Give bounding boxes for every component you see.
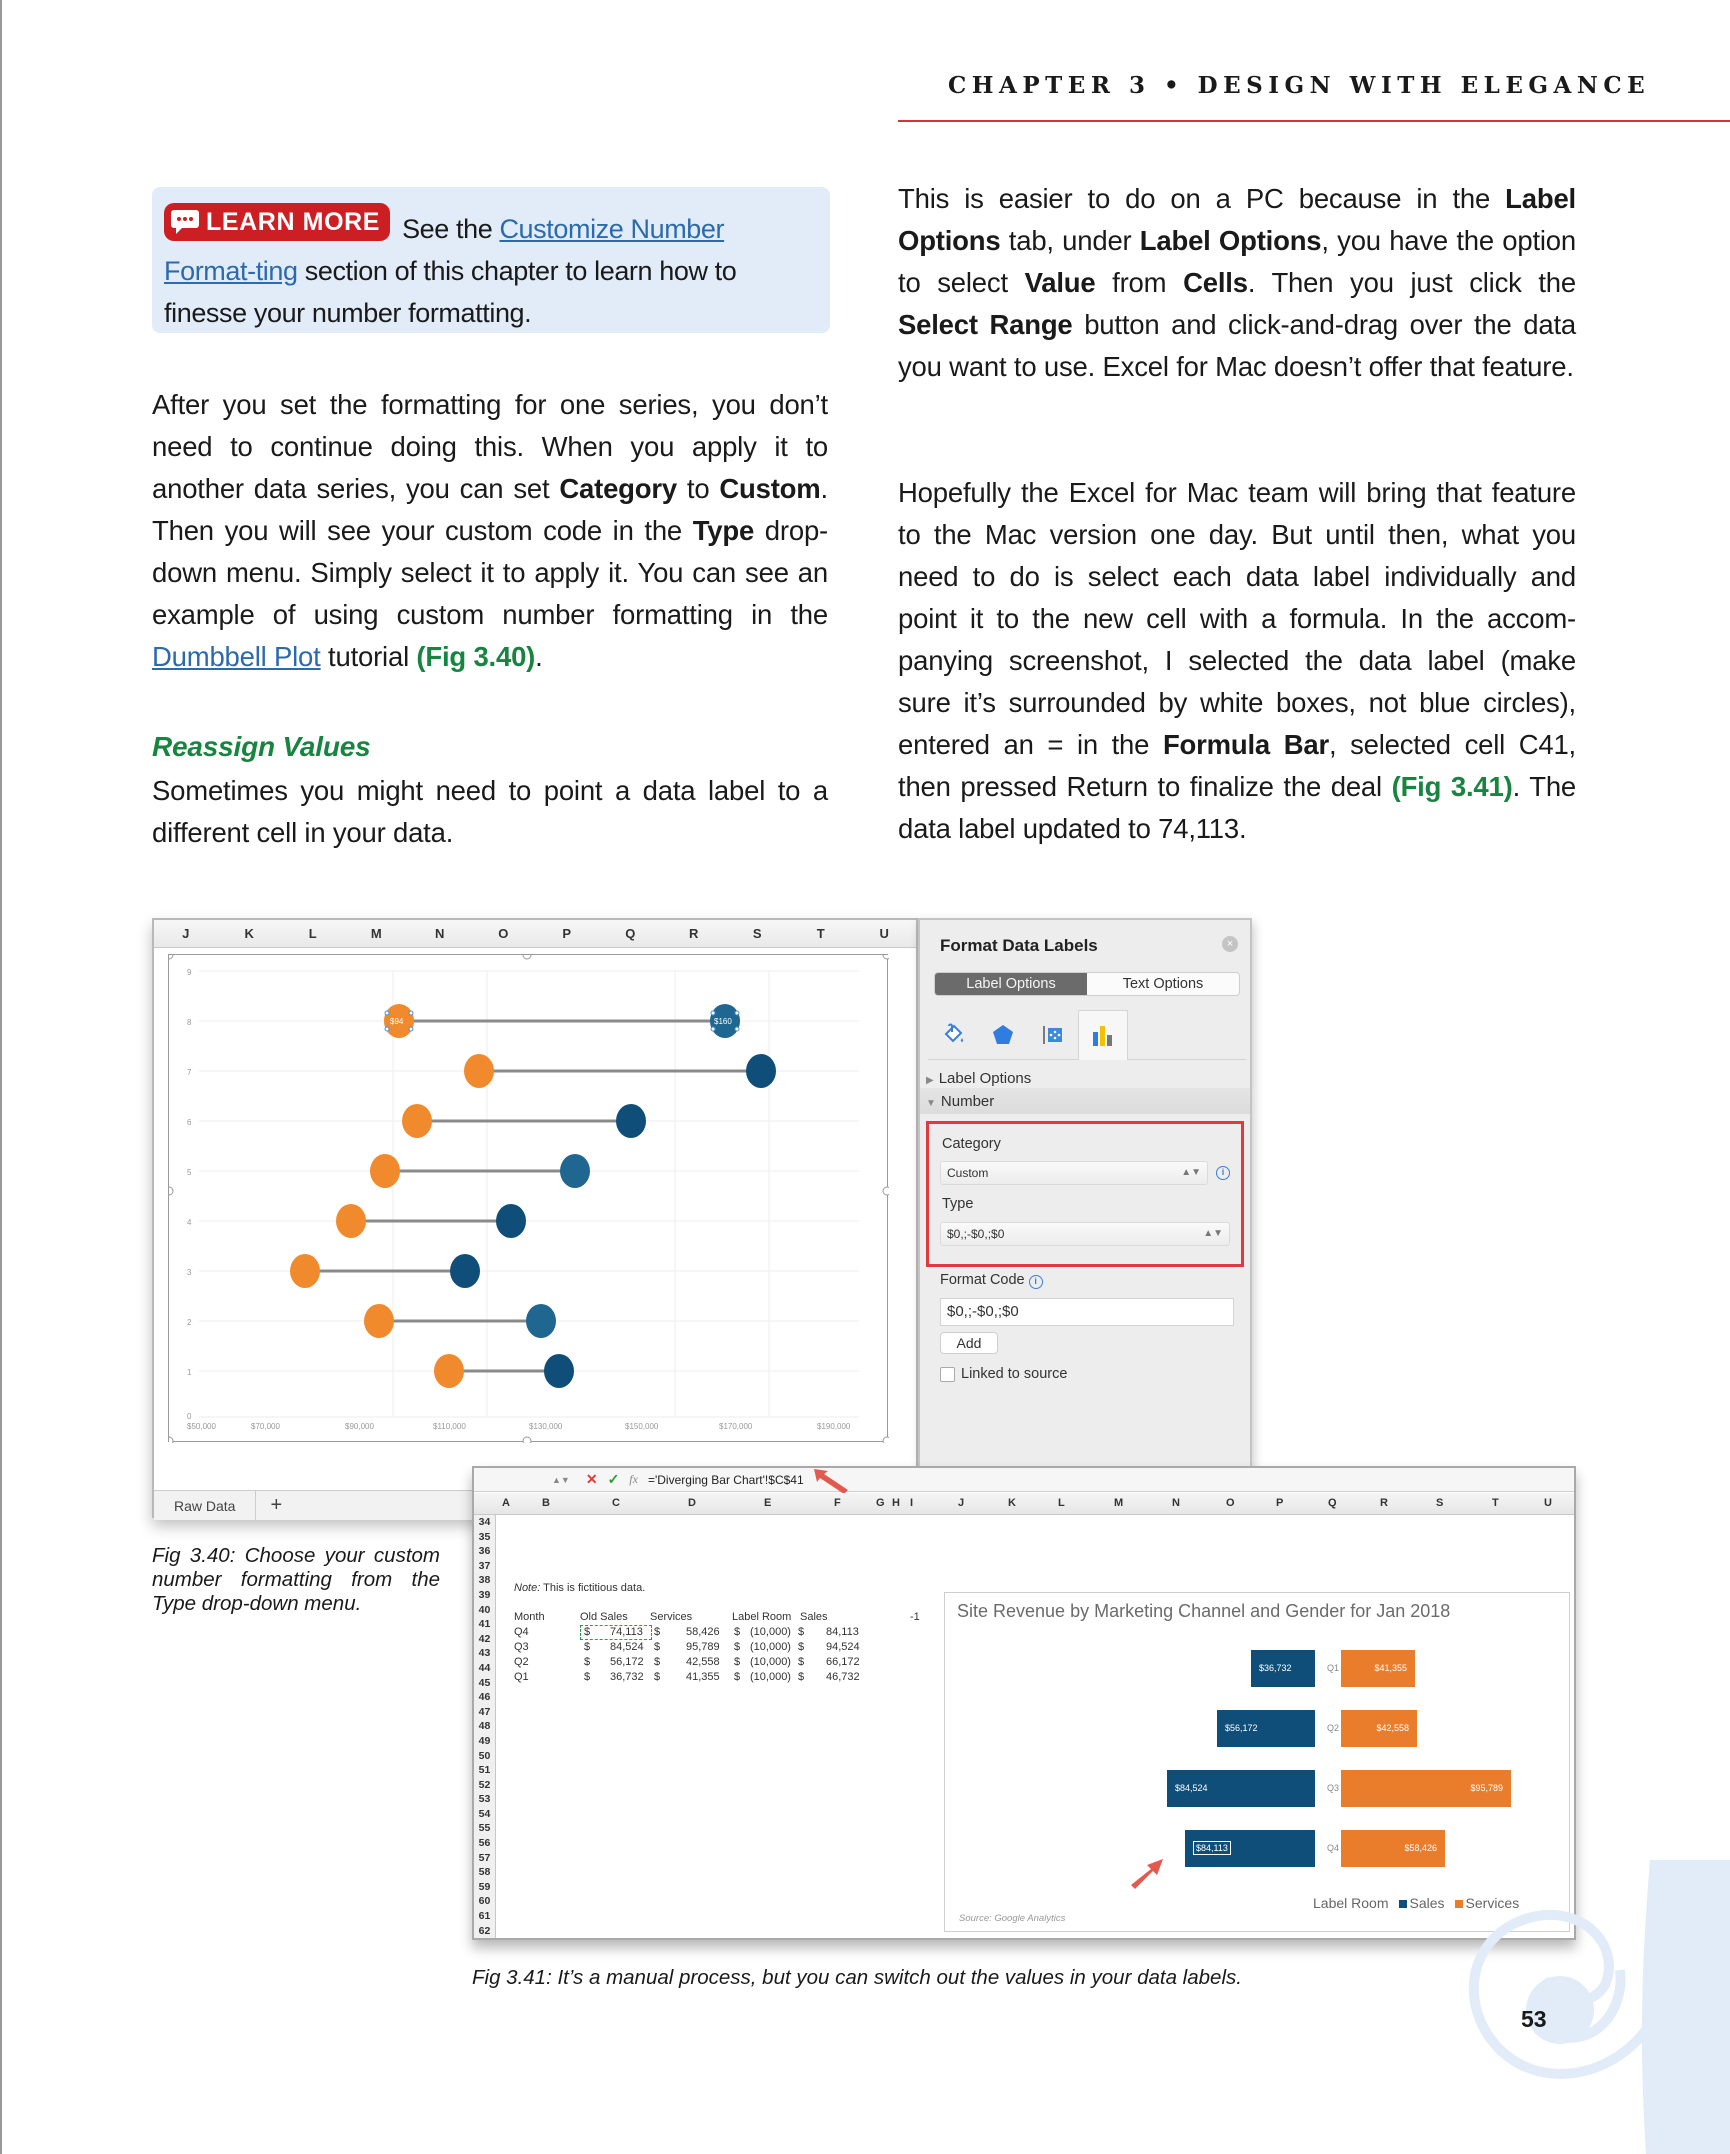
- cell[interactable]: Q4: [514, 1626, 529, 1638]
- column-header[interactable]: T: [816, 926, 825, 941]
- row-number[interactable]: 50: [478, 1749, 491, 1762]
- header-old-sales[interactable]: Old Sales: [580, 1611, 628, 1623]
- cell[interactable]: $: [654, 1656, 661, 1668]
- bold-cells: Cells: [1183, 267, 1248, 298]
- format-code-input[interactable]: $0,;-$0,;$0: [940, 1298, 1234, 1326]
- svg-text:9: 9: [187, 968, 192, 977]
- svg-text:$110,000: $110,000: [433, 1422, 466, 1431]
- fig-3-40-reference: (Fig 3.40): [416, 641, 536, 672]
- row-number[interactable]: 55: [478, 1822, 491, 1835]
- text: . Then you just click the: [1247, 267, 1576, 298]
- table-row: [514, 1656, 934, 1671]
- selected-data-label[interactable]: $84,113: [1193, 1841, 1231, 1855]
- column-header[interactable]: D: [688, 1497, 696, 1509]
- section-label-options[interactable]: [926, 1070, 1031, 1087]
- bold-custom: Custom: [719, 473, 821, 504]
- fx-icon: fx: [629, 1472, 638, 1486]
- text: drop-down menu. Simply select it to apply it. You can see an example of using custom number formatting in the: [152, 515, 829, 630]
- page-left-edge: [0, 0, 2, 2154]
- text: . The data label updated to 74,113.: [898, 771, 1577, 844]
- cell[interactable]: $: [798, 1671, 805, 1683]
- dumbbell-plot-link[interactable]: Dumbbell Plot: [152, 641, 321, 672]
- cell[interactable]: $: [798, 1626, 805, 1638]
- add-button[interactable]: Add: [940, 1332, 998, 1354]
- row-number[interactable]: 51: [478, 1764, 491, 1777]
- svg-text:6: 6: [187, 1118, 192, 1127]
- header-neg-one[interactable]: -1: [910, 1611, 920, 1623]
- tab-label-options[interactable]: Label Options: [935, 973, 1087, 995]
- bar-sales-q2[interactable]: $56,172: [1217, 1710, 1315, 1747]
- section-number[interactable]: [926, 1093, 994, 1110]
- column-header[interactable]: A: [502, 1497, 510, 1509]
- bold-select-range: Select Range: [898, 309, 1073, 340]
- column-header[interactable]: E: [764, 1497, 772, 1509]
- cell[interactable]: (10,000): [750, 1656, 791, 1668]
- add-sheet-button[interactable]: +: [270, 1494, 283, 1516]
- bar-services-q2[interactable]: $42,558: [1341, 1710, 1417, 1747]
- name-box-stepper-icon[interactable]: ▲▼: [552, 1474, 570, 1485]
- svg-text:$94: $94: [390, 1017, 404, 1026]
- size-properties-icon[interactable]: [1028, 1010, 1078, 1060]
- stepper-icon: ▲▼: [1181, 1167, 1201, 1178]
- table-row: [514, 1671, 934, 1686]
- learn-more-badge: [164, 203, 390, 241]
- learn-more-callout: [152, 187, 830, 333]
- sheet-tab-raw-data[interactable]: Raw Data: [154, 1491, 256, 1520]
- row-number[interactable]: 44: [478, 1661, 491, 1674]
- cell[interactable]: 95,789: [686, 1641, 720, 1653]
- svg-text:1: 1: [187, 1368, 192, 1377]
- row-number[interactable]: 53: [478, 1793, 491, 1806]
- fig-3-41-reference: (Fig 3.41): [1391, 771, 1513, 802]
- header-label-room[interactable]: Label Room: [732, 1611, 792, 1623]
- column-header[interactable]: J: [958, 1497, 965, 1509]
- cell[interactable]: $: [798, 1656, 805, 1668]
- text: button and click-and-drag over the data you want to use. Excel for Mac doesn’t offer that feature.: [898, 309, 1576, 382]
- category-label-q1: Q1: [1327, 1663, 1340, 1673]
- page-number: 53: [1521, 2006, 1547, 2032]
- format-code-text: Format Code: [940, 1272, 1025, 1288]
- column-headers: [154, 920, 916, 948]
- collapse-triangle-icon: ▼: [926, 1098, 936, 1109]
- svg-text:0: 0: [187, 1412, 192, 1421]
- column-header[interactable]: R: [689, 926, 699, 941]
- type-select[interactable]: [940, 1222, 1230, 1246]
- row-number[interactable]: 49: [478, 1734, 491, 1747]
- category-label: Category: [942, 1136, 1001, 1152]
- format-data-labels-pane: [918, 918, 1252, 1478]
- note-cell[interactable]: [514, 1582, 645, 1594]
- bold-type: Type: [692, 515, 755, 546]
- cell[interactable]: $: [584, 1656, 591, 1668]
- cell[interactable]: Q1: [514, 1671, 529, 1683]
- row-number[interactable]: 46: [478, 1691, 491, 1704]
- svg-text:$70,000: $70,000: [251, 1422, 280, 1431]
- category-label-q3: Q3: [1327, 1783, 1340, 1793]
- expand-triangle-icon: ▶: [926, 1075, 934, 1086]
- options-segmented-control: [934, 972, 1240, 996]
- text: tab, under: [1000, 225, 1140, 256]
- column-header[interactable]: H: [892, 1497, 900, 1509]
- legend-sales: [1399, 1895, 1445, 1911]
- column-header[interactable]: S: [752, 926, 762, 941]
- bar-services-q4[interactable]: $58,426: [1341, 1830, 1445, 1867]
- text: .: [535, 641, 543, 672]
- column-header[interactable]: O: [1226, 1497, 1235, 1509]
- cell[interactable]: (10,000): [750, 1671, 791, 1683]
- row-number[interactable]: 47: [478, 1705, 491, 1718]
- svg-text:3: 3: [187, 1268, 192, 1277]
- tab-text-options[interactable]: Text Options: [1087, 973, 1239, 995]
- bar-services-q1[interactable]: $41,355: [1341, 1650, 1415, 1687]
- right-paragraph-2: [898, 472, 1576, 850]
- cell[interactable]: $: [734, 1641, 741, 1653]
- cell[interactable]: $: [584, 1671, 591, 1683]
- type-value: $0,;-$0,;$0: [947, 1227, 1005, 1241]
- svg-text:5: 5: [187, 1168, 192, 1177]
- decorative-swirl-icon: [1450, 1860, 1730, 2154]
- column-header[interactable]: F: [834, 1497, 841, 1509]
- formula-input[interactable]: ='Diverging Bar Chart'!$C$41: [647, 1472, 804, 1487]
- cell[interactable]: 56,172: [610, 1656, 644, 1668]
- cell[interactable]: Q2: [514, 1656, 529, 1668]
- row-number[interactable]: 35: [478, 1530, 491, 1543]
- confirm-check-icon[interactable]: ✓: [607, 1471, 620, 1487]
- column-header[interactable]: K: [1008, 1497, 1016, 1509]
- row-number[interactable]: 52: [478, 1778, 491, 1791]
- svg-text:2: 2: [187, 1318, 192, 1327]
- cell[interactable]: $: [798, 1641, 805, 1653]
- svg-text:8: 8: [187, 1018, 192, 1027]
- column-header[interactable]: M: [370, 926, 382, 941]
- fill-bucket-icon[interactable]: [928, 1010, 978, 1060]
- right-paragraph-1: [898, 178, 1576, 388]
- column-headers: [474, 1493, 1574, 1515]
- cell[interactable]: (10,000): [750, 1626, 791, 1638]
- linked-to-source-checkbox[interactable]: [940, 1366, 1067, 1382]
- cell[interactable]: 94,524: [826, 1641, 860, 1653]
- legend-swatch-icon: [1399, 1900, 1407, 1908]
- row-number[interactable]: 58: [478, 1866, 491, 1879]
- header-month[interactable]: Month: [514, 1611, 545, 1623]
- cell[interactable]: 36,732: [610, 1671, 644, 1683]
- cancel-icon[interactable]: ✕: [585, 1471, 598, 1487]
- row-number[interactable]: 54: [478, 1807, 491, 1820]
- bar-sales-q1[interactable]: $36,732: [1251, 1650, 1315, 1687]
- row-number[interactable]: 57: [478, 1851, 491, 1864]
- bold-category: Category: [559, 473, 677, 504]
- fig-3-41-excel-screenshot: [472, 1466, 1576, 1940]
- cell[interactable]: Q3: [514, 1641, 529, 1653]
- customize-number-formatting-link[interactable]: Customize Number Format-ting: [164, 214, 725, 286]
- section-label: Label Options: [938, 1070, 1032, 1087]
- row-number[interactable]: 59: [478, 1880, 491, 1893]
- cell[interactable]: $: [654, 1671, 661, 1683]
- chart-source: Source: Google Analytics: [959, 1913, 1066, 1924]
- row-number[interactable]: 37: [478, 1559, 491, 1572]
- row-number[interactable]: 39: [478, 1588, 491, 1601]
- row-number[interactable]: 60: [478, 1895, 491, 1908]
- info-icon[interactable]: i: [1029, 1275, 1043, 1289]
- cell[interactable]: $: [654, 1626, 661, 1638]
- header-rule: [898, 120, 1730, 122]
- svg-text:$50,000: $50,000: [187, 1422, 216, 1431]
- cell[interactable]: $: [584, 1626, 591, 1638]
- text: , selected cell C41, then pressed Return to finalize the deal: [898, 729, 1576, 802]
- column-header[interactable]: L: [308, 926, 317, 941]
- fig-3-40-excel-screenshot: [152, 918, 918, 1518]
- row-number[interactable]: 34: [478, 1516, 491, 1528]
- text: . Then you will see your custom code in the: [152, 473, 828, 546]
- row-numbers: [474, 1515, 496, 1940]
- column-header[interactable]: N: [435, 926, 445, 941]
- checkbox-icon[interactable]: [940, 1367, 955, 1382]
- legend-label-room: Label Room: [1313, 1895, 1389, 1911]
- callout-text: See the: [402, 214, 500, 244]
- close-icon[interactable]: ×: [1222, 936, 1238, 952]
- svg-text:$130,000: $130,000: [529, 1422, 563, 1431]
- column-header[interactable]: R: [1380, 1497, 1388, 1509]
- data-table: [514, 1626, 934, 1686]
- bar-sales-q3[interactable]: $84,524: [1167, 1770, 1315, 1807]
- stepper-icon: ▲▼: [1203, 1228, 1223, 1239]
- column-header[interactable]: M: [1114, 1497, 1124, 1509]
- legend-text: Services: [1465, 1895, 1520, 1911]
- cell[interactable]: $: [734, 1671, 741, 1683]
- column-header[interactable]: U: [1544, 1497, 1552, 1509]
- row-number[interactable]: 41: [478, 1618, 491, 1631]
- row-number[interactable]: 40: [478, 1603, 491, 1616]
- column-header[interactable]: L: [1058, 1497, 1065, 1509]
- column-header[interactable]: O: [498, 926, 509, 941]
- row-number[interactable]: 36: [478, 1545, 491, 1558]
- formula-bar: [474, 1468, 1574, 1492]
- info-icon[interactable]: i: [1216, 1166, 1230, 1180]
- text: Hopefully the Excel for Mac team will bring that feature to the Mac version one day. But until then, what you need to do is select each data label individually and point it to the new cell with a formula. In the accom-panying screenshot, I selected the data label (make sure it’s surrounded by white boxes, not blue circles), entered an = in the: [898, 477, 1576, 760]
- chapter-header: CHAPTER 3 • DESIGN WITH ELEGANCE: [948, 72, 1651, 99]
- row-number[interactable]: 42: [478, 1632, 491, 1645]
- header-sales[interactable]: Sales: [800, 1611, 828, 1623]
- cell[interactable]: 84,524: [610, 1641, 644, 1653]
- row-number[interactable]: 56: [478, 1837, 491, 1850]
- column-header[interactable]: K: [244, 926, 254, 941]
- dumbbell-chart[interactable]: [168, 954, 888, 1442]
- bar-services-q3[interactable]: $95,789: [1341, 1770, 1511, 1807]
- cell[interactable]: $: [734, 1656, 741, 1668]
- column-header[interactable]: Q: [1328, 1497, 1337, 1509]
- legend-text: Sales: [1409, 1895, 1445, 1911]
- column-header[interactable]: I: [910, 1497, 914, 1509]
- text: After you set the formatting for one series, you don’t need to continue doing this. When you apply it to another data series, you can set: [152, 389, 828, 504]
- cell[interactable]: 58,426: [686, 1626, 720, 1638]
- text: , you have the option to select: [898, 225, 1576, 298]
- category-label-q4: Q4: [1327, 1843, 1340, 1853]
- svg-text:$160: $160: [714, 1017, 732, 1026]
- red-arrow-pointer-icon: [810, 1466, 860, 1495]
- note-text: This is fictitious data.: [540, 1582, 646, 1594]
- text: to: [676, 473, 720, 504]
- sheet-tab-bar: [154, 1490, 472, 1520]
- learn-more-label: LEARN MORE: [206, 208, 381, 236]
- column-header[interactable]: S: [1436, 1497, 1444, 1509]
- bold-formula-bar: Formula Bar: [1162, 729, 1329, 760]
- column-header[interactable]: U: [879, 926, 889, 941]
- cell[interactable]: $: [734, 1626, 741, 1638]
- cell[interactable]: 46,732: [826, 1671, 860, 1683]
- svg-text:4: 4: [187, 1218, 192, 1227]
- row-number[interactable]: 62: [478, 1924, 491, 1937]
- fig-3-41-caption: Fig 3.41: It’s a manual process, but you can switch out the values in your data labels.: [472, 1966, 1242, 1989]
- fig-3-40-caption: Fig 3.40: Choose your custom number formatting from the Type drop-down menu.: [152, 1544, 440, 1615]
- text: This is easier to do on a PC because in the: [898, 183, 1506, 214]
- row-number[interactable]: 43: [478, 1647, 491, 1660]
- svg-text:$90,000: $90,000: [345, 1422, 374, 1431]
- cell-c41[interactable]: 74,113: [610, 1626, 643, 1638]
- row-number[interactable]: 48: [478, 1720, 491, 1733]
- cell[interactable]: $: [584, 1641, 591, 1653]
- bar-sales-q4[interactable]: [1185, 1830, 1315, 1867]
- column-header[interactable]: G: [876, 1497, 885, 1509]
- column-header[interactable]: C: [612, 1497, 620, 1509]
- category-select[interactable]: [940, 1161, 1208, 1185]
- cell[interactable]: 41,355: [686, 1671, 720, 1683]
- pentagon-effects-icon[interactable]: [978, 1010, 1028, 1060]
- header-services[interactable]: Services: [650, 1611, 693, 1623]
- left-paragraph-1: [152, 384, 828, 678]
- bold-value: Value: [1024, 267, 1096, 298]
- type-label: Type: [942, 1196, 974, 1212]
- svg-text:$150,000: $150,000: [625, 1422, 659, 1431]
- cell[interactable]: $: [654, 1641, 661, 1653]
- table-row: [514, 1641, 934, 1656]
- dumbbell-plot-svg: [169, 955, 889, 1443]
- cell[interactable]: (10,000): [750, 1641, 791, 1653]
- column-header[interactable]: P: [1276, 1497, 1284, 1509]
- linked-to-source-label: Linked to source: [961, 1366, 1068, 1382]
- table-row: [514, 1626, 934, 1641]
- svg-text:$170,000: $170,000: [719, 1422, 753, 1431]
- row-number[interactable]: 38: [478, 1574, 491, 1587]
- cell[interactable]: 84,113: [826, 1626, 859, 1638]
- note-label: Note:: [514, 1582, 541, 1594]
- column-header[interactable]: T: [1492, 1497, 1499, 1509]
- text: from: [1095, 267, 1184, 298]
- row-number[interactable]: 45: [478, 1676, 491, 1689]
- bar-chart-options-icon[interactable]: [1078, 1010, 1128, 1060]
- cell[interactable]: 66,172: [826, 1656, 860, 1668]
- red-arrow-pointer-icon: [1127, 1855, 1167, 1889]
- format-code-label: [940, 1272, 1043, 1289]
- column-header[interactable]: B: [542, 1497, 550, 1509]
- svg-text:7: 7: [187, 1068, 192, 1077]
- column-header[interactable]: J: [182, 926, 190, 941]
- text: tutorial: [320, 641, 417, 672]
- table-header-row: [514, 1611, 934, 1627]
- bold-label-options: Label Options: [898, 183, 1576, 256]
- section-heading-reassign-values: Reassign Values: [152, 731, 371, 762]
- svg-text:$190,000: $190,000: [817, 1422, 851, 1431]
- cell[interactable]: 42,558: [686, 1656, 720, 1668]
- pane-title: Format Data Labels: [940, 936, 1098, 955]
- column-header[interactable]: Q: [625, 926, 636, 941]
- section-label: Number: [940, 1093, 995, 1110]
- row-number[interactable]: 61: [478, 1910, 491, 1923]
- column-header[interactable]: P: [562, 926, 572, 941]
- chart-title: Site Revenue by Marketing Channel and Gender for Jan 2018: [957, 1601, 1451, 1621]
- column-header[interactable]: N: [1172, 1497, 1180, 1509]
- bold-label-options-2: Label Options: [1139, 225, 1322, 256]
- left-paragraph-2: Sometimes you might need to point a data label to a different cell in your data.: [152, 775, 828, 848]
- pane-icon-tabs: [928, 1010, 1246, 1060]
- speech-bubble-icon: [170, 208, 200, 236]
- category-value: Custom: [947, 1166, 989, 1180]
- callout-text-end: section of this chapter to learn how to finesse your number formatting.: [164, 256, 737, 328]
- category-label-q2: Q2: [1327, 1723, 1340, 1733]
